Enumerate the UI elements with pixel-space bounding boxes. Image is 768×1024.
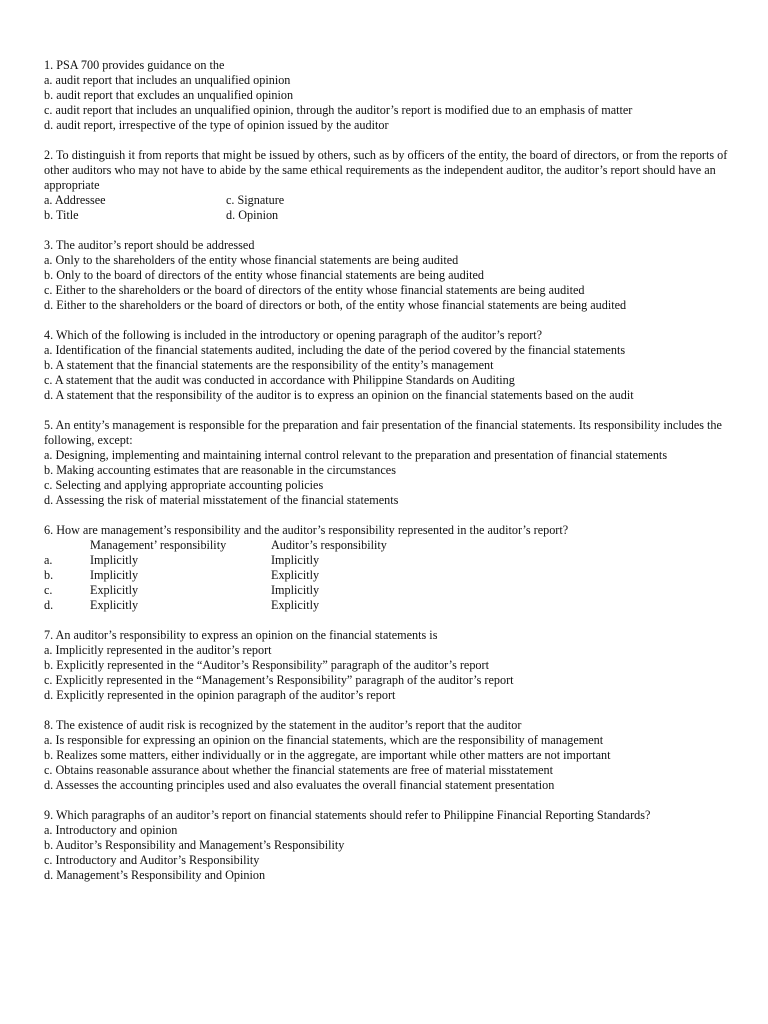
option-b: b. Making accounting estimates that are reasonable in the circumstances — [44, 463, 396, 477]
option-d: d. Explicitly represented in the opinion paragraph of the auditor’s report — [44, 688, 396, 702]
auditor-cell: Explicitly — [271, 568, 320, 582]
auditor-cell: Explicitly — [271, 598, 320, 612]
option-letter: b. — [44, 568, 54, 582]
question-7 — [44, 628, 734, 703]
option-letter: c. — [44, 583, 53, 597]
auditor-cell: Implicitly — [271, 553, 320, 567]
question-stem: 1. PSA 700 provides guidance on the — [44, 58, 225, 72]
question-stem: 3. The auditor’s report should be addressed — [44, 238, 255, 252]
question-2 — [44, 148, 734, 223]
option-b: b. Only to the board of directors of the entity whose financial statements are being audited — [44, 268, 484, 282]
question-stem: 9. Which paragraphs of an auditor’s report on financial statements should refer to Philippine Financial Reporting Standards? — [44, 808, 651, 822]
table-row — [44, 583, 734, 598]
option-a: a. Introductory and opinion — [44, 823, 178, 837]
option-c: c. audit report that includes an unqualified opinion, through the auditor’s report is modified due to an emphasis of matter — [44, 103, 633, 117]
option-c: c. Explicitly represented in the “Management’s Responsibility” paragraph of the auditor’s report — [44, 673, 514, 687]
option-b: b. Title — [44, 208, 79, 222]
question-stem: 4. Which of the following is included in the introductory or opening paragraph of the auditor’s report? — [44, 328, 543, 342]
auditor-cell: Implicitly — [271, 583, 320, 597]
option-a: a. Implicitly represented in the auditor’s report — [44, 643, 272, 657]
management-cell: Implicitly — [90, 553, 139, 567]
option-d: d. audit report, irrespective of the type of opinion issued by the auditor — [44, 118, 389, 132]
option-c: c. Obtains reasonable assurance about whether the financial statements are free of material misstatement — [44, 763, 553, 777]
option-a: a. Is responsible for expressing an opinion on the financial statements, which are the responsibility of management — [44, 733, 604, 747]
table-row — [44, 598, 734, 613]
option-a: a. audit report that includes an unqualified opinion — [44, 73, 291, 87]
question-6 — [44, 523, 734, 613]
option-d: d. A statement that the responsibility of the auditor is to express an opinion on the financial statements based on the audit — [44, 388, 634, 402]
option-d: d. Management’s Responsibility and Opinion — [44, 868, 266, 882]
option-d: d. Assessing the risk of material misstatement of the financial statements — [44, 493, 399, 507]
management-cell: Explicitly — [90, 583, 139, 597]
question-3 — [44, 238, 734, 313]
management-cell: Explicitly — [90, 598, 139, 612]
option-b: b. Explicitly represented in the “Auditor’s Responsibility” paragraph of the auditor’s report — [44, 658, 489, 672]
option-c: c. A statement that the audit was conducted in accordance with Philippine Standards on Auditing — [44, 373, 515, 387]
question-1 — [44, 58, 734, 133]
question-sheet — [44, 58, 734, 898]
table-row — [44, 553, 734, 568]
options-row — [44, 208, 734, 223]
option-b: b. Auditor’s Responsibility and Management’s Responsibility — [44, 838, 345, 852]
option-d: d. Either to the shareholders or the board of directors or both, of the entity whose financial statements are being audited — [44, 298, 627, 312]
option-b: b. Realizes some matters, either individually or in the aggregate, are important while other matters are not important — [44, 748, 611, 762]
question-stem: 2. To distinguish it from reports that might be issued by others, such as by officers of the entity, the board of directors, or from the reports of other auditors who may not have to abide by the same ethical requirements as the independent auditor, the auditor’s report should have an appropriate — [44, 148, 728, 192]
option-d: d. Assesses the accounting principles used and also evaluates the overall financial statement presentation — [44, 778, 555, 792]
option-d: d. Opinion — [226, 208, 279, 222]
question-5 — [44, 418, 734, 508]
table-row — [44, 568, 734, 583]
option-c: c. Either to the shareholders or the board of directors of the entity whose financial statements are being audited — [44, 283, 585, 297]
question-stem: 8. The existence of audit risk is recognized by the statement in the auditor’s report that the auditor — [44, 718, 522, 732]
option-a: a. Addressee — [44, 193, 106, 207]
question-8 — [44, 718, 734, 793]
question-stem: 5. An entity’s management is responsible for the preparation and fair presentation of the financial statements. Its responsibility includes the following, except: — [44, 418, 722, 447]
options-row — [44, 193, 734, 208]
option-c: c. Introductory and Auditor’s Responsibility — [44, 853, 260, 867]
option-b: b. audit report that excludes an unqualified opinion — [44, 88, 294, 102]
option-letter: a. — [44, 553, 53, 567]
question-stem: 7. An auditor’s responsibility to express an opinion on the financial statements is — [44, 628, 438, 642]
question-stem: 6. How are management’s responsibility and the auditor’s responsibility represented in the auditor’s report? — [44, 523, 569, 537]
option-c: c. Selecting and applying appropriate accounting policies — [44, 478, 324, 492]
option-c: c. Signature — [226, 193, 285, 207]
option-a: a. Only to the shareholders of the entity whose financial statements are being audited — [44, 253, 459, 267]
option-a: a. Designing, implementing and maintaining internal control relevant to the preparation and presentation of financial statements — [44, 448, 668, 462]
option-a: a. Identification of the financial statements audited, including the date of the period covered by the financial statements — [44, 343, 626, 357]
table-header-row — [44, 538, 734, 553]
management-header: Management’ responsibility — [90, 538, 227, 552]
management-cell: Implicitly — [90, 568, 139, 582]
option-b: b. A statement that the financial statements are the responsibility of the entity’s management — [44, 358, 494, 372]
option-letter: d. — [44, 598, 54, 612]
question-9 — [44, 808, 734, 883]
auditor-header: Auditor’s responsibility — [271, 538, 387, 552]
question-4 — [44, 328, 734, 403]
